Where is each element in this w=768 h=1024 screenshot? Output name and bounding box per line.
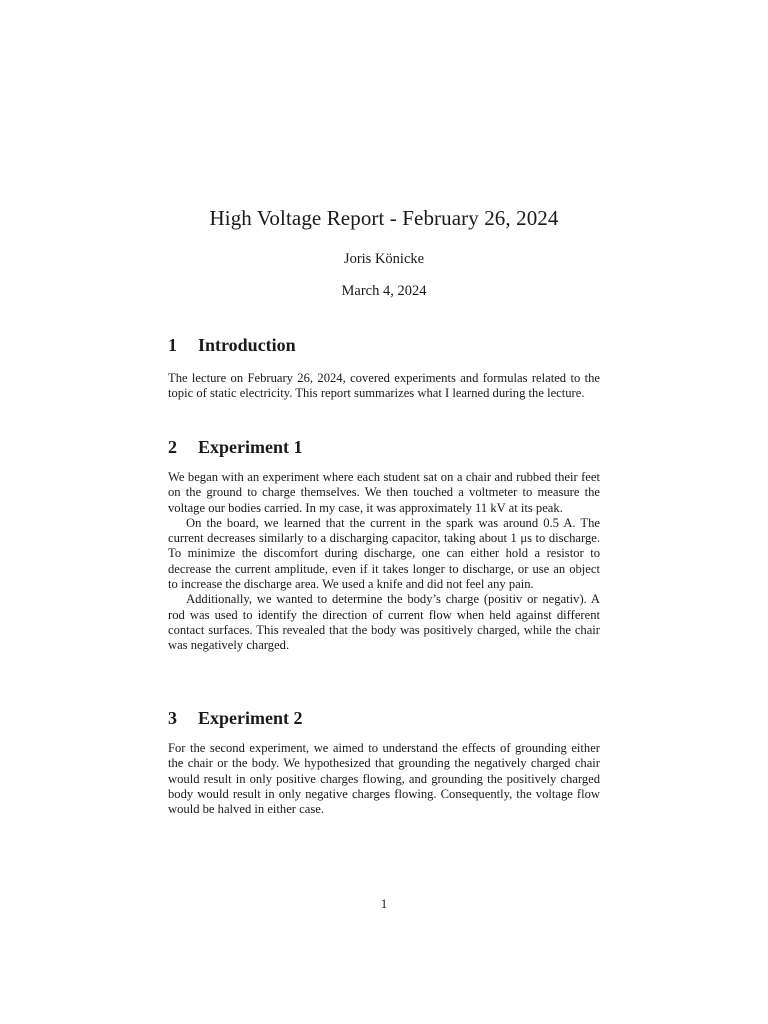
section-title: Introduction <box>198 335 296 355</box>
paragraph: On the board, we learned that the current in the spark was around 0.5 A. The current decreases similarly to a discharging capacitor, taking about 1 μs to discharge. To minimize the discomfort during discharge, one can either hold a resistor to decrease the current amplitude, even if it takes longer to discharge, or use an object to increase the discharge area. We used a knife and did not feel any pain. <box>168 515 600 592</box>
paragraph: We began with an experiment where each student sat on a chair and rubbed their feet on the ground to charge themselves. We then touched a voltmeter to measure the voltage our bodies carried. In my case, it was approximately 11 kV at its peak. <box>168 470 600 515</box>
section-heading <box>168 435 600 459</box>
section-body <box>168 470 600 654</box>
section-number: 1 <box>168 335 177 355</box>
section-number: 2 <box>168 437 177 457</box>
section-number: 3 <box>168 708 177 728</box>
section-heading <box>168 333 600 357</box>
paragraph: Additionally, we wanted to determine the body’s charge (positiv or negativ). A rod was used to identify the direction of current flow when held against different contact surfaces. This revealed that the body was positively charged, while the chair was negatively charged. <box>168 592 600 653</box>
paragraph: For the second experiment, we aimed to understand the effects of grounding either the chair or the body. We hypothesized that grounding the negatively charged chair would result in only positive charges flowing, and grounding the positively charged body would result in only negative charges flowing. Consequently, the voltage flow would be halved in either case. <box>168 741 600 817</box>
section-title: Experiment 1 <box>198 437 303 457</box>
document-title: High Voltage Report - February 26, 2024 <box>209 206 559 230</box>
page-number: 1 <box>380 897 388 911</box>
document-author: Joris Könicke <box>343 251 425 267</box>
section-introduction <box>168 333 600 402</box>
section-experiment-2 <box>168 706 600 817</box>
document-date: March 4, 2024 <box>341 283 427 299</box>
section-experiment-1 <box>168 435 600 654</box>
paragraph: The lecture on February 26, 2024, covered experiments and formulas related to the topic of static electricity. This report summarizes what I learned during the lecture. <box>168 371 600 401</box>
section-title: Experiment 2 <box>198 708 303 728</box>
section-body <box>168 371 600 402</box>
section-heading <box>168 706 600 730</box>
section-body <box>168 741 600 817</box>
